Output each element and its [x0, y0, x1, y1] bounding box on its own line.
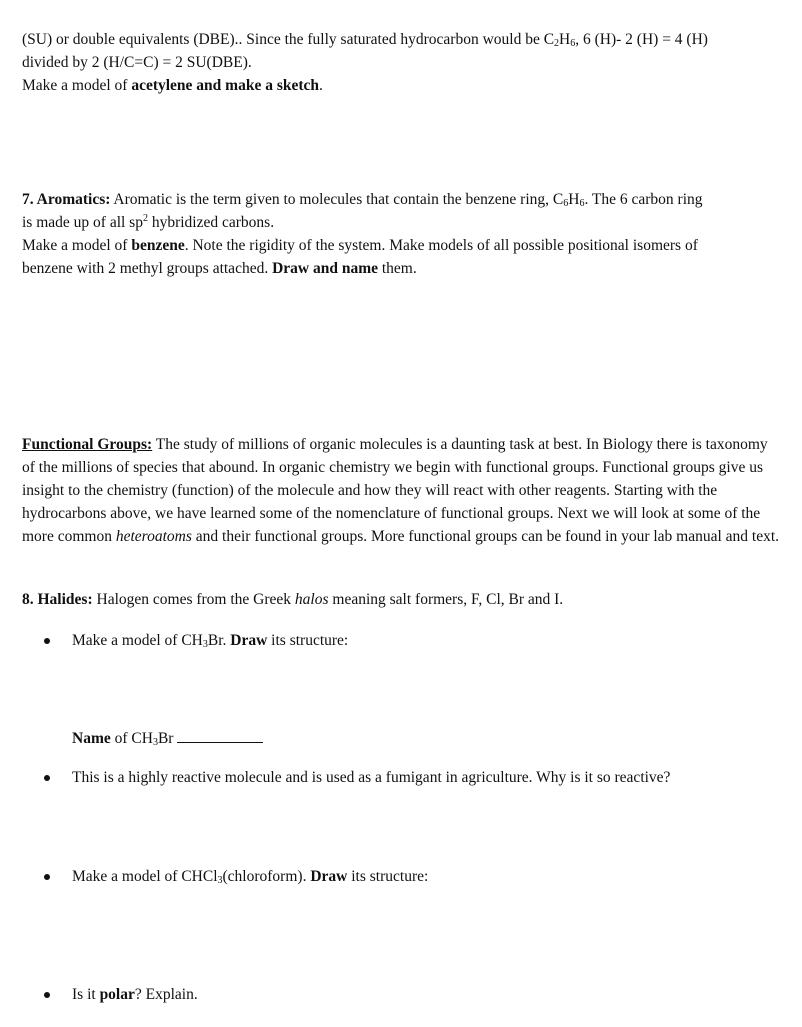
functional-text: and their functional groups. More functional groups can be found in your lab manual and text. [191, 528, 780, 545]
bullet-marker [44, 983, 50, 1006]
section-heading: 7. Aromatics: [22, 191, 111, 208]
intro-paragraph [22, 28, 782, 97]
acetylene-instruction: acetylene and make a sketch [131, 77, 320, 94]
answer-blank[interactable] [177, 728, 263, 743]
functional-groups-paragraph [22, 433, 782, 548]
bullet-text: Br [157, 730, 178, 747]
intro-text: divided by 2 (H/C=C) = 2 SU(DBE). [22, 54, 252, 71]
halos-italic: halos [294, 591, 329, 608]
subscript: 3 [202, 639, 208, 650]
section-text: H [568, 191, 580, 208]
subscript: 6 [579, 198, 585, 209]
subscript: 3 [152, 737, 158, 748]
benzene-bold: benzene [131, 237, 185, 254]
subscript: 3 [217, 875, 223, 886]
polar-bold: polar [99, 986, 135, 1003]
draw-bold: Draw [310, 868, 348, 885]
subscript: 2 [554, 38, 560, 49]
intro-text: . [319, 77, 323, 94]
functional-groups-heading: Functional Groups: [22, 436, 153, 453]
section-text: is made up of all sp [22, 214, 143, 231]
bullet-text: its structure: [347, 868, 429, 885]
bullet-chloroform-draw [72, 865, 772, 888]
bullet-text: This is a highly reactive molecule and is used as a fumigant in agriculture. Why is it so reactive? [72, 769, 671, 786]
section-text: meaning salt formers, F, Cl, Br and I. [328, 591, 564, 608]
section-text: Halogen comes from the Greek [92, 591, 295, 608]
bullet-text: (chloroform). [222, 868, 311, 885]
draw-and-name-bold: Draw and name [272, 260, 378, 277]
intro-text: , 6 (H)- 2 (H) = 4 (H) [575, 31, 708, 48]
bullet-marker [44, 629, 50, 652]
bullet-ch3br-draw [72, 629, 772, 652]
section-text: benzene with 2 methyl groups attached. [22, 260, 273, 277]
subscript: 6 [570, 38, 576, 49]
bullet-text: Br. [207, 632, 231, 649]
section-text: . Note the rigidity of the system. Make models of all possible positional isomers of [184, 237, 698, 254]
intro-text: H [559, 31, 571, 48]
subscript: 6 [563, 198, 569, 209]
bullet-marker [44, 865, 50, 888]
section-text: Make a model of [22, 237, 132, 254]
section-heading: 8. Halides: [22, 591, 93, 608]
name-ch3br-line [72, 727, 772, 750]
intro-text: (SU) or double equivalents (DBE).. Since the fully saturated hydrocarbon would be C [22, 31, 555, 48]
section-text: them. [378, 260, 417, 277]
section-7-aromatics [22, 188, 782, 280]
bullet-text: ? Explain. [134, 986, 198, 1003]
bullet-text: Is it [72, 986, 100, 1003]
bullet-reactive [72, 766, 772, 789]
bullet-polar [72, 983, 772, 1006]
intro-text: Make a model of [22, 77, 132, 94]
section-text: . The 6 carbon ring [584, 191, 703, 208]
section-text: hybridized carbons. [147, 214, 275, 231]
bullet-text: of CH [110, 730, 153, 747]
name-label: Name [72, 730, 111, 747]
bullet-text: Make a model of CH [72, 632, 203, 649]
bullet-text: its structure: [267, 632, 349, 649]
bullet-marker [44, 766, 50, 789]
draw-bold: Draw [230, 632, 268, 649]
heteroatoms-italic: heteroatoms [115, 528, 192, 545]
superscript: 2 [142, 213, 148, 224]
section-8-halides [22, 588, 782, 611]
section-text: Aromatic is the term given to molecules that contain the benzene ring, C [110, 191, 564, 208]
functional-text: The study of millions of organic molecules is a daunting task at best. In Biology there is taxonomy of the millions of species that abound. In organic chemistry we begin with functional groups. Functional groups give us insight to the chemistry (function) of the molecule and how they will react with other reagents. Starting with the hydrocarbons above, we have learned some of the nomenclature of functional groups. Next we will look at some of the more common [22, 436, 768, 545]
bullet-text: Make a model of CHCl [72, 868, 218, 885]
